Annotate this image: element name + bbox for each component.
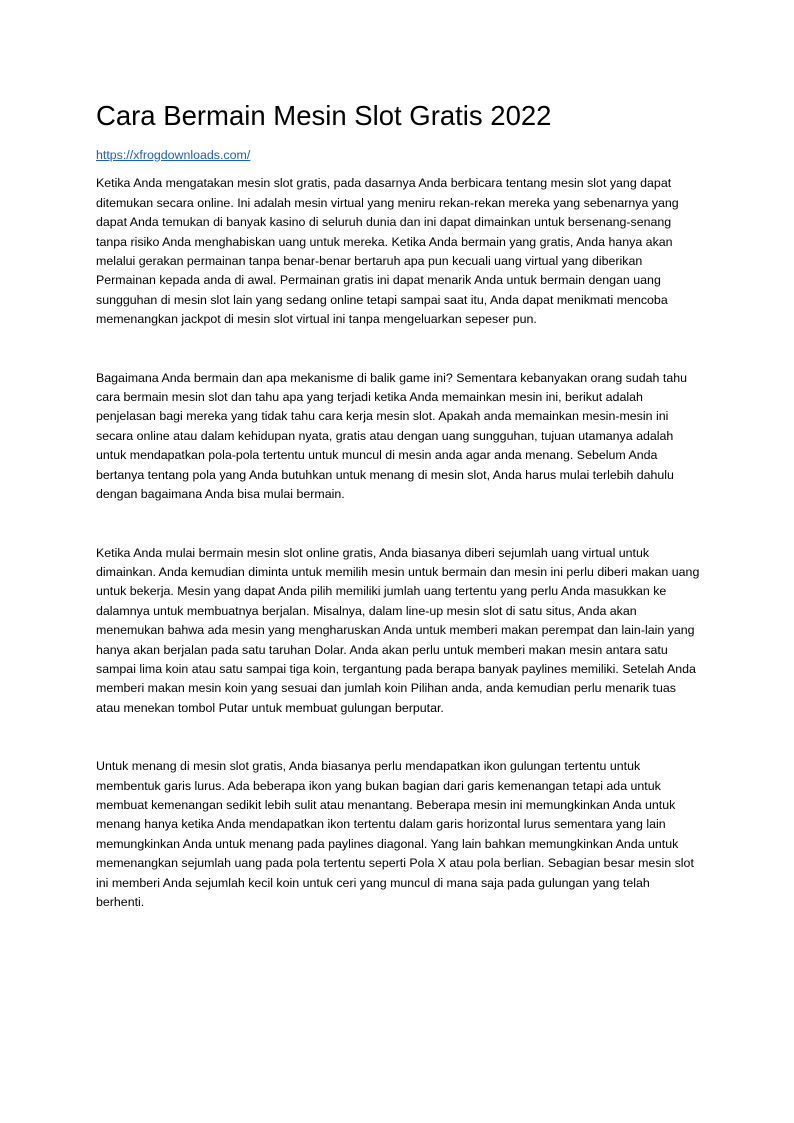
paragraph-2: Bagaimana Anda bermain dan apa mekanisme di balik game ini? Sementara kebanyakan orang sudah tahu cara bermain mesin slot dan tahu apa yang terjadi ketika Anda memainkan mesin ini, berikut adalah penjelasan bagi mereka yang tidak tahu cara kerja mesin slot. Apakah anda memainkan mesin-mesin ini secara online atau dalam kehidupan nyata, gratis atau dengan uang sungguhan, tujuan utamanya adalah untuk mendapatkan pola-pola tertentu untuk muncul di mesin anda agar anda menang. Sebelum Anda bertanya tentang pola yang Anda butuhkan untuk menang di mesin slot, Anda harus mulai terlebih dahulu dengan bagaimana Anda bisa mulai bermain. [96, 370, 688, 502]
paragraph-spacer [96, 505, 700, 544]
paragraph-spacer [96, 330, 700, 369]
paragraph-spacer [96, 718, 700, 757]
paragraph-3: Ketika Anda mulai bermain mesin slot online gratis, Anda biasanya diberi sejumlah uang virtual untuk dimainkan. Anda kemudian diminta untuk memilih mesin untuk bermain dan mesin ini perlu diberi makan uang untuk bekerja. Mesin yang dapat Anda pilih memiliki jumlah uang tertentu yang perlu Anda masukkan ke dalamnya untuk membuatnya berjalan. Misalnya, dalam line-up mesin slot di satu situs, Anda akan menemukan bahwa ada mesin yang mengharuskan Anda untuk memberi makan perempat dan lain-lain yang hanya akan berjalan pada satu taruhan Dolar. Anda akan perlu untuk memberi makan mesin antara satu sampai lima koin atau satu sampai tiga koin, tergantung pada berapa banyak paylines memiliki. Setelah Anda memberi makan mesin koin yang sesuai dan jumlah koin Pilihan anda, anda kemudian perlu menarik tuas atau menekan tombol Putar untuk membuat gulungan berputar. [96, 545, 700, 715]
paragraph-4: Untuk menang di mesin slot gratis, Anda biasanya perlu mendapatkan ikon gulungan tertentu untuk membentuk garis lurus. Ada beberapa ikon yang bukan bagian dari garis kemenangan tetapi ada untuk membuat kemenangan sedikit lebih sulit atau menantang. Beberapa mesin ini memungkinkan Anda untuk menang hanya ketika Anda mendapatkan ikon tertentu dalam garis horizontal lurus sementara yang lain memungkinkan Anda untuk menang pada paylines diagonal. Yang lain bahkan memungkinkan Anda untuk memenangkan sejumlah uang pada pola tertentu seperti Pola X atau pola berlian. Sebagian besar mesin slot ini memberi Anda sejumlah kecil koin untuk ceri yang muncul di mana saja pada gulungan yang telah berhenti. [96, 759, 694, 909]
page-title: Cara Bermain Mesin Slot Gratis 2022 [96, 100, 552, 131]
source-link[interactable]: https://xfrogdownloads.com/ [96, 148, 251, 162]
paragraph-1: Ketika Anda mengatakan mesin slot gratis, pada dasarnya Anda berbicara tentang mesin slot yang dapat ditemukan secara online. Ini adalah mesin virtual yang meniru rekan-rekan mereka yang sebenarnya yang dapat Anda temukan di banyak kasino di seluruh dunia dan ini dapat dimainkan untuk bersenang-senang tanpa risiko Anda menghabiskan uang untuk mereka. Ketika Anda bermain yang gratis, Anda hanya akan melalui gerakan permainan tanpa benar-benar bertaruh apa pun kecuali uang virtual yang diberikan Permainan kepada anda di awal. Permainan gratis ini dapat menarik Anda untuk bermain dengan uang sungguhan di mesin slot lain yang sedang online tetapi sampai saat itu, Anda dapat menikmati mencoba memenangkan jackpot di mesin slot virtual ini tanpa mengeluarkan sepeser pun. [96, 176, 679, 327]
document-page [96, 96, 700, 912]
